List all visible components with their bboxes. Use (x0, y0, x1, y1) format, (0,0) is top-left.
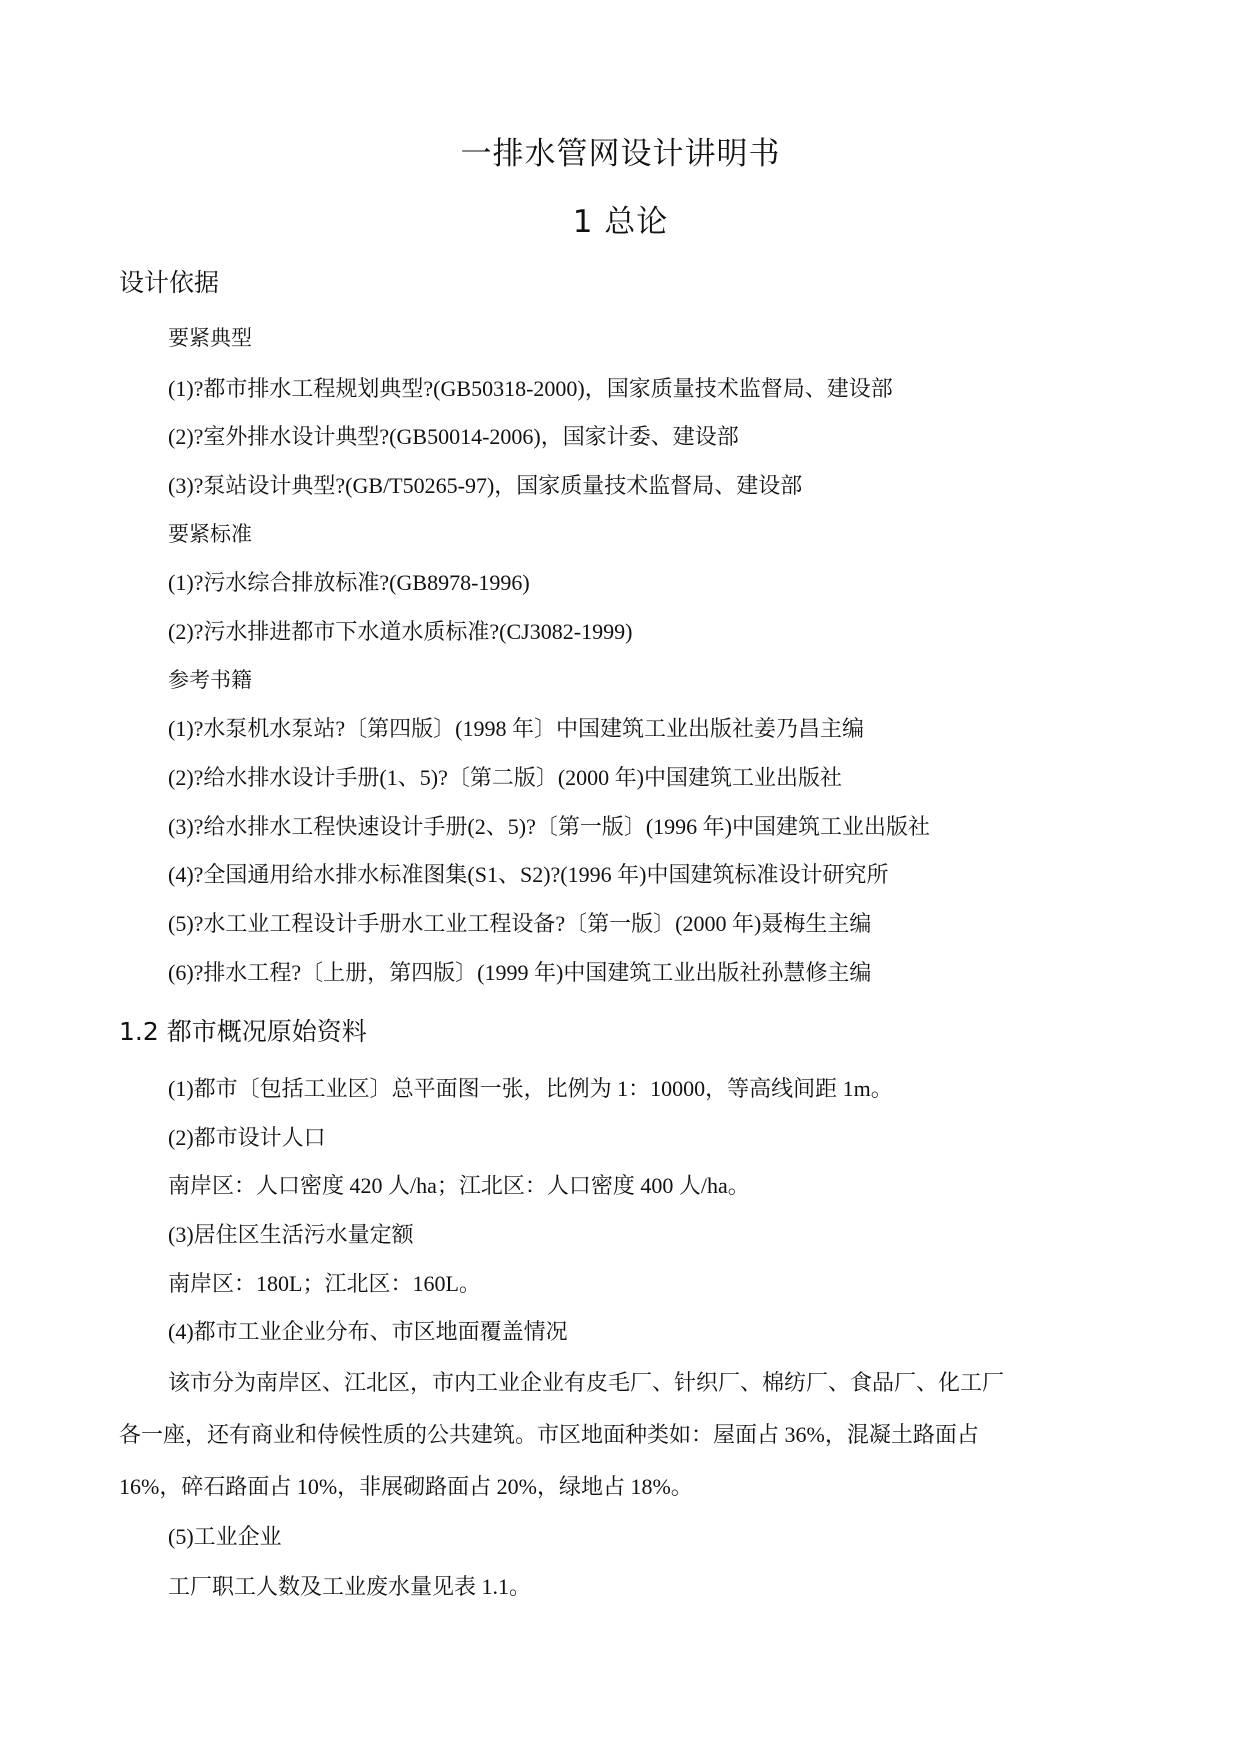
list-item: (2)?室外排水设计典型?(GB50014-2006)，国家计委、建设部 (168, 424, 739, 449)
paragraph-line: 该市分为南岸区、江北区，市内工业企业有皮毛厂、针织厂、棉纺厂、食品厂、化工厂 (168, 1370, 1005, 1395)
list-item: (3)?泵站设计典型?(GB/T50265-97)，国家质量技术监督局、建设部 (168, 473, 803, 498)
body-line: 工厂职工人数及工业废水量见表 1.1。 (168, 1574, 532, 1599)
list-item: (2)?给水排水设计手册(1、5)?〔第二版〕(2000 年)中国建筑工业出版社 (168, 765, 842, 790)
body-line: (1)都市〔包括工业区〕总平面图一张，比例为 1：10000，等高线间距 1m。 (168, 1076, 893, 1101)
subheading-norms: 要紧标准 (168, 522, 252, 546)
section-heading-city-overview: 1.2 都市概况原始资料 (119, 1017, 367, 1046)
list-item: (3)?给水排水工程快速设计手册(2、5)?〔第一版〕(1996 年)中国建筑工业出版社 (168, 814, 930, 839)
document-title: 一排水管网设计讲明书 (460, 136, 781, 172)
list-item: (4)?全国通用给水排水标准图集(S1、S2)?(1996 年)中国建筑标准设计研究所 (168, 862, 889, 887)
subheading-standards: 要紧典型 (168, 326, 252, 350)
list-item: (1)?污水综合排放标准?(GB8978-1996) (168, 570, 530, 595)
list-item: (2)?污水排进都市下水道水质标准?(CJ3082-1999) (168, 619, 633, 644)
chapter-title: 1 总论 (572, 204, 669, 240)
section-heading-design-basis: 设计依据 (119, 268, 220, 297)
body-line: 南岸区：180L；江北区：160L。 (168, 1271, 481, 1296)
body-line: (5)工业企业 (168, 1524, 282, 1549)
list-item: (6)?排水工程?〔上册，第四版〕(1999 年)中国建筑工业出版社孙慧修主编 (168, 960, 872, 985)
subheading-references: 参考书籍 (168, 668, 252, 692)
paragraph-line: 各一座，还有商业和侍候性质的公共建筑。市区地面种类如：屋面占 36%，混凝土路面占 (119, 1422, 979, 1447)
body-line: 南岸区：人口密度 420 人/ha；江北区：人口密度 400 人/ha。 (168, 1173, 750, 1198)
body-line: (2)都市设计人口 (168, 1125, 326, 1150)
list-item: (5)?水工业工程设计手册水工业工程设备?〔第一版〕(2000 年)聂梅生主编 (168, 911, 872, 936)
list-item: (1)?都市排水工程规划典型?(GB50318-2000)，国家质量技术监督局、建设部 (168, 376, 893, 401)
body-line: (4)都市工业企业分布、市区地面覆盖情况 (168, 1319, 568, 1344)
list-item: (1)?水泵机水泵站?〔第四版〕(1998 年〕中国建筑工业出版社姜乃昌主编 (168, 716, 865, 741)
paragraph-line: 16%，碎石路面占 10%，非展砌路面占 20%，绿地占 18%。 (119, 1474, 693, 1499)
body-line: (3)居住区生活污水量定额 (168, 1222, 414, 1247)
